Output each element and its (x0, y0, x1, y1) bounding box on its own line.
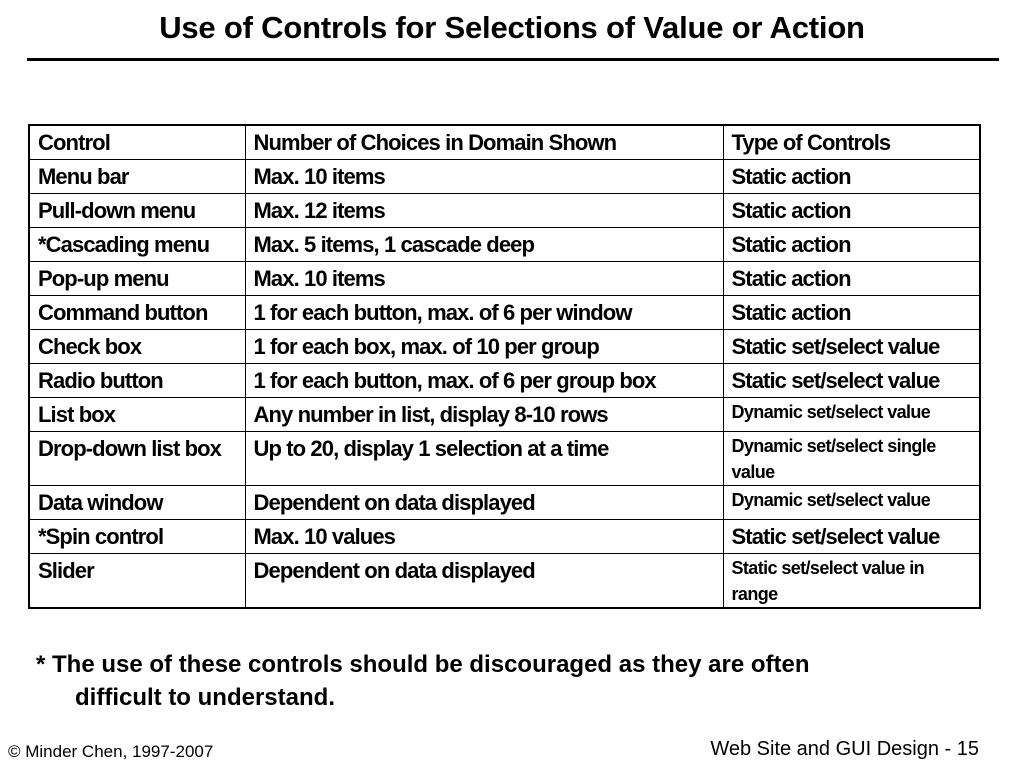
footnote-line-1: * The use of these controls should be discouraged as they are often (36, 651, 810, 678)
header-control: Control (29, 125, 245, 160)
cell-type: Static action (723, 228, 980, 262)
cell-choices: 1 for each button, max. of 6 per window (245, 296, 723, 330)
cell-control: Check box (29, 330, 245, 364)
copyright: © Minder Chen, 1997-2007 (8, 742, 214, 761)
table-row (29, 486, 980, 520)
slide-footer-page: Web Site and GUI Design - 15 (710, 738, 979, 760)
cell-control: Pop-up menu (29, 262, 245, 296)
cell-control: Command button (29, 296, 245, 330)
cell-choices: Max. 10 items (245, 160, 723, 194)
header-number-of-choices: Number of Choices in Domain Shown (245, 125, 723, 160)
table-header-row (29, 125, 980, 160)
cell-choices: Dependent on data displayed (245, 486, 723, 520)
controls-table (28, 124, 981, 609)
cell-choices: Max. 10 values (245, 520, 723, 554)
table-row (29, 160, 980, 194)
cell-type: Static action (723, 296, 980, 330)
cell-control: Slider (29, 554, 245, 609)
table-row (29, 296, 980, 330)
cell-type: Static set/select value (723, 364, 980, 398)
cell-choices: Any number in list, display 8-10 rows (245, 398, 723, 432)
cell-choices: Dependent on data displayed (245, 554, 723, 609)
table-row (29, 364, 980, 398)
cell-choices: Max. 10 items (245, 262, 723, 296)
table-row (29, 194, 980, 228)
slide-title: Use of Controls for Selections of Value or Action (159, 10, 865, 45)
cell-type: Static action (723, 262, 980, 296)
cell-control: Pull-down menu (29, 194, 245, 228)
cell-type: Static action (723, 160, 980, 194)
cell-control: *Spin control (29, 520, 245, 554)
cell-choices: 1 for each button, max. of 6 per group box (245, 364, 723, 398)
cell-control: Drop-down list box (29, 432, 245, 486)
cell-type: Static set/select value in range (723, 554, 980, 609)
cell-choices: Max. 5 items, 1 cascade deep (245, 228, 723, 262)
header-type-of-controls: Type of Controls (723, 125, 980, 160)
footnote (36, 648, 996, 714)
table-row (29, 262, 980, 296)
cell-control: Radio button (29, 364, 245, 398)
cell-type: Dynamic set/select value (723, 398, 980, 432)
cell-type: Dynamic set/select value (723, 486, 980, 520)
table-row (29, 432, 980, 486)
cell-control: *Cascading menu (29, 228, 245, 262)
table-row (29, 398, 980, 432)
cell-type: Static set/select value (723, 330, 980, 364)
table-row (29, 330, 980, 364)
footnote-line-2: difficult to understand. (75, 684, 335, 711)
cell-control: Data window (29, 486, 245, 520)
table-row (29, 520, 980, 554)
cell-choices: Up to 20, display 1 selection at a time (245, 432, 723, 486)
cell-type: Dynamic set/select single value (723, 432, 980, 486)
cell-type: Static action (723, 194, 980, 228)
cell-type: Static set/select value (723, 520, 980, 554)
cell-control: List box (29, 398, 245, 432)
cell-control: Menu bar (29, 160, 245, 194)
table-row (29, 228, 980, 262)
cell-choices: Max. 12 items (245, 194, 723, 228)
cell-choices: 1 for each box, max. of 10 per group (245, 330, 723, 364)
title-underline (27, 58, 999, 61)
table-row (29, 554, 980, 609)
